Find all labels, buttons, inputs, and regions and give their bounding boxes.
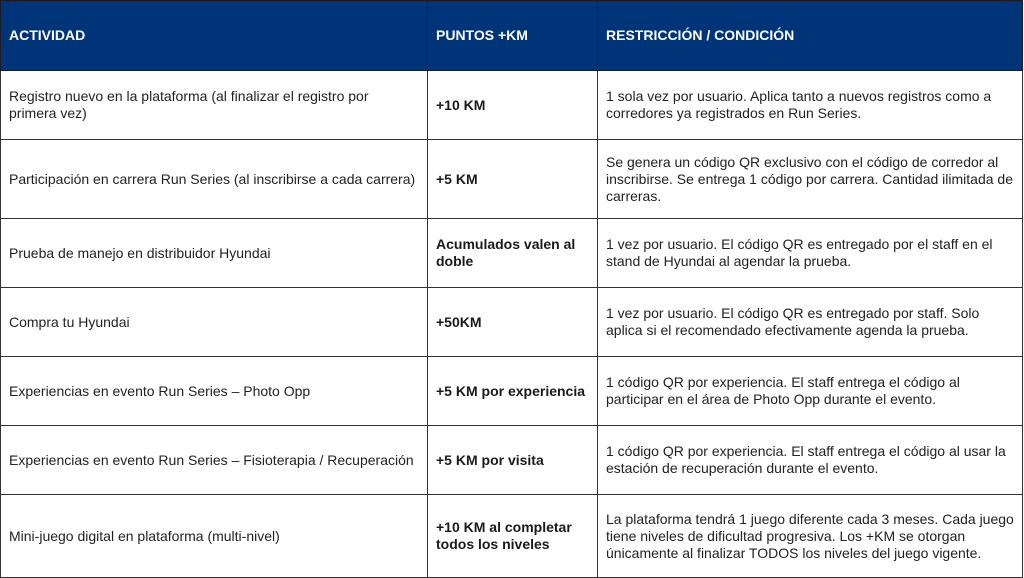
cell-condicion: 1 vez por usuario. El código QR es entregado por staff. Solo aplica si el recomendado efectivamente agenda la prueba. bbox=[598, 288, 1023, 357]
cell-condicion: La plataforma tendrá 1 juego diferente cada 3 meses. Cada juego tiene niveles de dificultad progresiva. Los +KM se otorgan únicamente al finalizar TODOS los niveles del juego vigente. bbox=[598, 495, 1023, 578]
cell-actividad: Experiencias en evento Run Series – Photo Opp bbox=[1, 357, 428, 426]
table-row bbox=[1, 140, 1023, 219]
table-row bbox=[1, 288, 1023, 357]
cell-actividad: Participación en carrera Run Series (al inscribirse a cada carrera) bbox=[1, 140, 428, 219]
cell-condicion: 1 código QR por experiencia. El staff entrega el código al participar en el área de Photo Opp durante el evento. bbox=[598, 357, 1023, 426]
cell-actividad: Experiencias en evento Run Series – Fisioterapia / Recuperación bbox=[1, 426, 428, 495]
header-actividad: ACTIVIDAD bbox=[1, 1, 428, 71]
cell-condicion: Se genera un código QR exclusivo con el código de corredor al inscribirse. Se entrega 1 código por carrera. Cantidad ilimitada de carreras. bbox=[598, 140, 1023, 219]
cell-puntos: Acumulados valen al doble bbox=[428, 219, 598, 288]
table-row bbox=[1, 426, 1023, 495]
header-puntos: PUNTOS +KM bbox=[428, 1, 598, 71]
cell-puntos: +5 KM por visita bbox=[428, 426, 598, 495]
cell-actividad: Mini-juego digital en plataforma (multi-nivel) bbox=[1, 495, 428, 578]
cell-puntos: +50KM bbox=[428, 288, 598, 357]
cell-puntos: +5 KM por experiencia bbox=[428, 357, 598, 426]
table-row bbox=[1, 357, 1023, 426]
cell-condicion: 1 vez por usuario. El código QR es entregado por el staff en el stand de Hyundai al agendar la prueba. bbox=[598, 219, 1023, 288]
cell-puntos: +10 KM bbox=[428, 71, 598, 140]
table-row bbox=[1, 71, 1023, 140]
cell-actividad: Prueba de manejo en distribuidor Hyundai bbox=[1, 219, 428, 288]
cell-puntos: +10 KM al completar todos los niveles bbox=[428, 495, 598, 578]
cell-actividad: Registro nuevo en la plataforma (al finalizar el registro por primera vez) bbox=[1, 71, 428, 140]
cell-condicion: 1 sola vez por usuario. Aplica tanto a nuevos registros como a corredores ya registrados en Run Series. bbox=[598, 71, 1023, 140]
cell-puntos: +5 KM bbox=[428, 140, 598, 219]
cell-condicion: 1 código QR por experiencia. El staff entrega el código al usar la estación de recuperación durante el evento. bbox=[598, 426, 1023, 495]
table-header-row bbox=[1, 1, 1023, 71]
cell-actividad: Compra tu Hyundai bbox=[1, 288, 428, 357]
table-row bbox=[1, 495, 1023, 578]
table-row bbox=[1, 219, 1023, 288]
header-condicion: RESTRICCIÓN / CONDICIÓN bbox=[598, 1, 1023, 71]
